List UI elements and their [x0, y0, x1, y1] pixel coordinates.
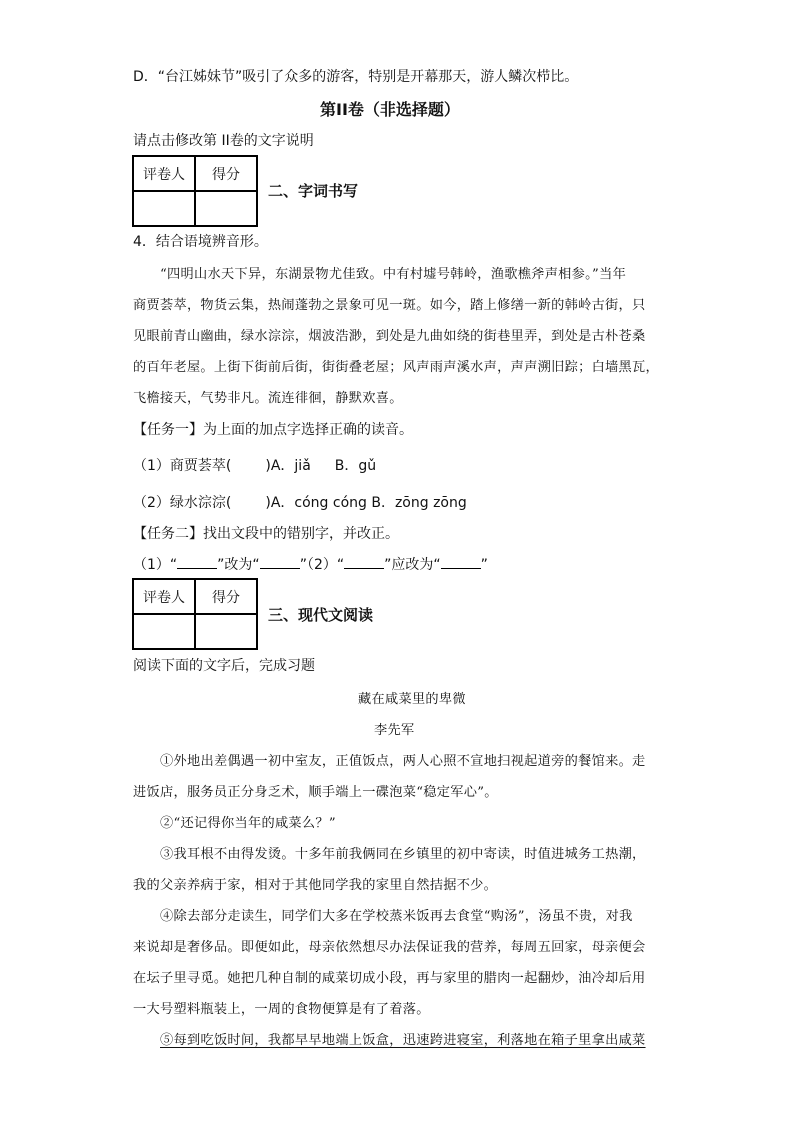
passage-line-3: 见眼前青山幽曲，绿水淙淙，烟波浩渺，到处是九曲如绕的街巷里弄，到处是古朴苍桑 [133, 329, 646, 344]
task2-p3: ”（2）“ [299, 557, 345, 573]
article-p3-line1: ③我耳根不由得发烫。十多年前我俩同在乡镇里的初中寄读，时值进城务工热潮， [160, 847, 646, 862]
article-p5-line1: ⑤每到吃饭时间，我都早早地端上饭盒，迅速跨进寝室，利落地在箱子里拿出咸菜 [160, 1033, 646, 1048]
article-p4-line4: 一大号塑料瓶装上，一周的食物便算是有了着落。 [133, 1002, 430, 1017]
score-header: 得分 [195, 156, 257, 191]
article-title: 藏在咸菜里的卑微 [358, 692, 466, 707]
article-p4-line2: 来说却是奢侈品。即便如此，母亲依然想尽办法保证我的营养，每周五回家，母亲便会 [133, 940, 646, 955]
task1-q1-option-b: B．gǔ [334, 458, 377, 474]
grader-header: 评卷人 [133, 156, 195, 191]
article-p1-line2: 进饭店，服务员正分身乏术，顺手端上一碟泡菜“稳定军心”。 [133, 785, 498, 800]
grader-cell[interactable] [133, 191, 195, 226]
article-p4-line1: ④除去部分走读生，同学们大多在学校蒸米饭再去食堂“购汤”，汤虽不贵，对我 [160, 909, 633, 924]
task2-blank-4[interactable] [441, 556, 481, 569]
passage-line-1: “四明山水天下异，东湖景物尤佳致。中有村墟号韩岭，渔歌樵斧声相参。”当年 [160, 267, 627, 282]
grader-header: 评卷人 [133, 579, 195, 614]
task1-q2 [133, 492, 467, 512]
task1-q2-options: )A．cóng cóng B．zōng zōng [265, 495, 467, 511]
task2-p1: （1）“ [133, 557, 178, 573]
passage-line-5: 飞檐接天，气势非凡。流连徘徊，静默欢喜。 [133, 391, 403, 406]
part2-title: 二、字词书写 [268, 182, 359, 200]
section-note: 请点击修改第 II卷的文字说明 [133, 133, 314, 149]
section-title: 第II卷（非选择题） [320, 100, 460, 119]
article-author: 李先军 [374, 723, 415, 738]
passage-line-4: 的百年老屋。上街下街前后街，街街叠老屋；风声雨声溪水声，声声溯旧踪；白墙黑瓦， [133, 360, 660, 375]
score-cell[interactable] [195, 191, 257, 226]
task1-q1-stem: （1）商贾荟萃( [133, 458, 232, 474]
task2-title: 【任务二】找出文段中的错别字，并改正。 [133, 526, 399, 542]
task2-blank-1[interactable] [177, 556, 217, 569]
task2-p4: ”应改为“ [384, 557, 441, 573]
task2-p2: ”改为“ [217, 557, 260, 573]
task2-blank-2[interactable] [260, 556, 300, 569]
task2-line [133, 554, 488, 574]
article-p4-line3: 在坛子里寻觅。她把几种自制的咸菜切成小段，再与家里的腊肉一起翻炒，油冷却后用 [133, 971, 646, 986]
task1-q2-stem: （2）绿水淙淙( [133, 495, 232, 511]
article-p2: ②“还记得你当年的咸菜么？” [160, 816, 336, 831]
article-p3-line2: 我的父亲养病于家，相对于其他同学我的家里自然拮据不少。 [133, 878, 498, 893]
option-d: D．“台江姊妹节”吸引了众多的游客，特别是开幕那天，游人鳞次栉比。 [133, 69, 579, 85]
grader-cell[interactable] [133, 614, 195, 649]
q4-title: 4．结合语境辨音形。 [133, 234, 268, 250]
task1-title: 【任务一】为上面的加点字选择正确的读音。 [133, 422, 413, 438]
part3-title: 三、现代文阅读 [268, 606, 374, 624]
article-p1-line1: ①外地出差偶遇一初中室友，正值饭点，两人心照不宣地扫视起道旁的餐馆来。走 [160, 754, 646, 769]
score-table-1 [132, 155, 258, 227]
score-header: 得分 [195, 579, 257, 614]
task1-q1-option-a: )A．jiǎ [265, 458, 311, 474]
score-table-2 [132, 578, 258, 650]
reading-intro: 阅读下面的文字后，完成习题 [133, 658, 315, 674]
passage-line-2: 商贾荟萃，物货云集，热闹蓬勃之景象可见一斑。如今，踏上修缮一新的韩岭古街，只 [133, 298, 646, 313]
task1-q1 [133, 455, 376, 475]
task2-blank-3[interactable] [344, 556, 384, 569]
task2-p5: ” [480, 557, 488, 573]
score-cell[interactable] [195, 614, 257, 649]
